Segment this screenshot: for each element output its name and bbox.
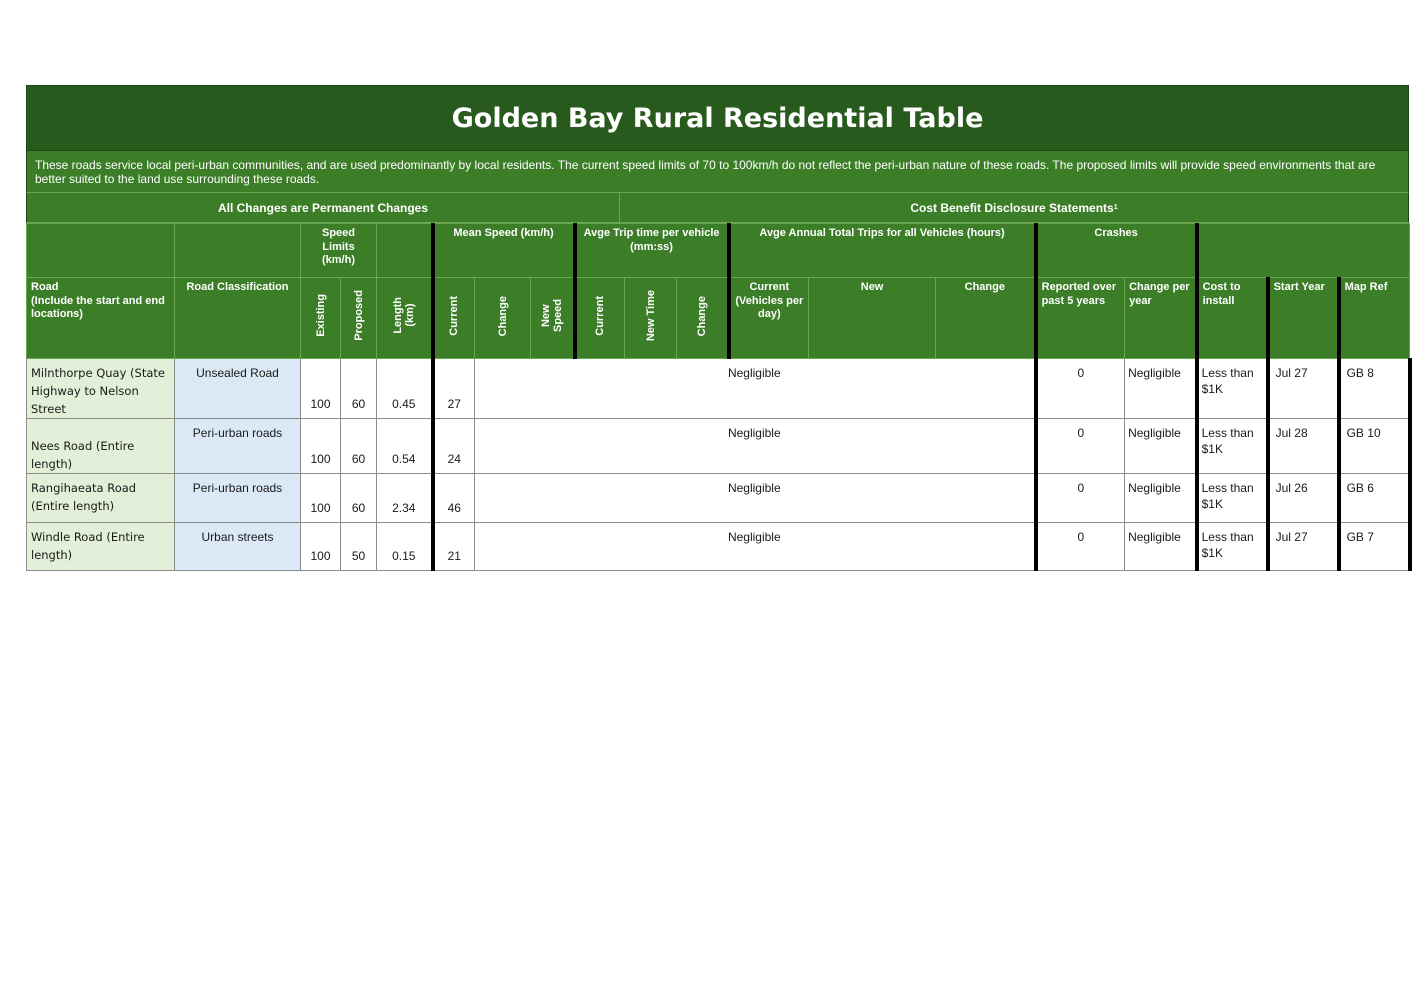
group-blank-length [377,224,433,278]
cell-start-year: Jul 27 [1268,359,1339,419]
cell-classification: Unsealed Road [175,359,301,419]
col-trip-change [677,278,729,359]
col-trip-change-label: Change [695,295,708,336]
table-row [27,359,1410,419]
col-mean-current-label: Current [448,295,461,336]
cell-classification: Peri-urban roads [175,474,301,523]
cell-map-ref: GB 7 [1339,523,1410,571]
cell-negligible: Negligible [475,419,1036,474]
cell-change-per-year: Negligible [1125,419,1197,474]
cell-mean-current: 21 [433,523,475,571]
cell-proposed: 60 [341,359,377,419]
cell-length: 0.54 [377,419,433,474]
cell-change-per-year: Negligible [1125,474,1197,523]
cell-cost: Less than $1K [1197,523,1268,571]
cell-existing: 100 [301,419,341,474]
col-trip-current-label: Current [594,295,607,336]
col-start-year: Start Year [1268,278,1339,359]
cell-length: 2.34 [377,474,433,523]
cell-map-ref: GB 10 [1339,419,1410,474]
col-change-per-year: Change per year [1125,278,1197,359]
col-annual-current: Current (Vehicles per day) [729,278,809,359]
cell-negligible: Negligible [475,474,1036,523]
cell-existing: 100 [301,359,341,419]
group-mean-speed: Mean Speed (km/h) [433,224,575,278]
table-row [27,474,1410,523]
col-existing-label: Existing [314,294,327,338]
section-header-row [26,192,1409,223]
cell-classification: Peri-urban roads [175,419,301,474]
col-trip-new [625,278,677,359]
cell-road: Milnthorpe Quay (State Highway to Nelson Street [27,359,175,419]
cell-start-year: Jul 28 [1268,419,1339,474]
cell-change-per-year: Negligible [1125,523,1197,571]
col-mean-new-label: New Speed [539,299,564,333]
col-cost: Cost to install [1197,278,1268,359]
col-trip-current [575,278,625,359]
cell-mean-current: 27 [433,359,475,419]
residential-table-sheet [26,85,1409,571]
group-blank-classification [175,224,301,278]
table-row [27,419,1410,474]
col-mean-new [531,278,575,359]
col-mean-change [475,278,531,359]
cell-change-per-year: Negligible [1125,359,1197,419]
cell-length: 0.15 [377,523,433,571]
group-blank-road [27,224,175,278]
col-annual-new: New [809,278,936,359]
cell-reported: 0 [1036,474,1125,523]
cell-reported: 0 [1036,523,1125,571]
section-cost-benefit [620,193,1408,222]
cell-existing: 100 [301,523,341,571]
col-proposed [341,278,377,359]
cell-proposed: 60 [341,474,377,523]
col-existing [301,278,341,359]
cell-map-ref: GB 6 [1339,474,1410,523]
roads-table [26,223,1412,571]
cell-classification: Urban streets [175,523,301,571]
cell-start-year: Jul 27 [1268,523,1339,571]
cell-road: Windle Road (Entire length) [27,523,175,571]
cell-proposed: 60 [341,419,377,474]
footnote-marker: 1 [1113,204,1118,211]
section-cost-benefit-label: Cost Benefit Disclosure Statements [910,200,1114,215]
cell-mean-current: 24 [433,419,475,474]
group-annual-trips: Avge Annual Total Trips for all Vehicles (hours) [729,224,1036,278]
group-trip-time: Avge Trip time per vehicle (mm:ss) [575,224,729,278]
cell-length: 0.45 [377,359,433,419]
intro-text: These roads service local peri-urban communities, and are used predominantly by local residents. The current speed limits of 70 to 100km/h do not reflect the peri-urban nature of these roads. The proposed limits will provide speed environments that are better suited to the land use surrounding these roads. [26,151,1409,192]
cell-cost: Less than $1K [1197,474,1268,523]
table-row [27,523,1410,571]
col-mean-change-label: Change [496,295,509,336]
cell-existing: 100 [301,474,341,523]
col-proposed-label: Proposed [352,290,365,342]
cell-road: Nees Road (Entire length) [27,419,175,474]
col-trip-new-label: New Time [644,290,657,342]
col-reported: Reported over past 5 years [1036,278,1125,359]
col-mean-current [433,278,475,359]
col-map-ref: Map Ref [1339,278,1410,359]
col-length [377,278,433,359]
cell-mean-current: 46 [433,474,475,523]
cell-cost: Less than $1K [1197,359,1268,419]
col-length-label: Length (km) [391,297,416,335]
cell-reported: 0 [1036,419,1125,474]
cell-negligible: Negligible [475,523,1036,571]
col-classification: Road Classification [175,278,301,359]
section-permanent-changes: All Changes are Permanent Changes [27,193,620,222]
group-blank-cost [1197,224,1410,278]
cell-negligible: Negligible [475,359,1036,419]
group-speed-limits: Speed Limits (km/h) [301,224,377,278]
column-header-row [27,278,1410,359]
cell-map-ref: GB 8 [1339,359,1410,419]
group-header-row [27,224,1410,278]
cell-road: Rangihaeata Road (Entire length) [27,474,175,523]
cell-cost: Less than $1K [1197,419,1268,474]
col-road: Road (Include the start and end locations) [27,278,175,359]
cell-start-year: Jul 26 [1268,474,1339,523]
cell-proposed: 50 [341,523,377,571]
table-title: Golden Bay Rural Residential Table [26,85,1409,151]
group-crashes: Crashes [1036,224,1197,278]
cell-reported: 0 [1036,359,1125,419]
col-annual-change: Change [936,278,1036,359]
